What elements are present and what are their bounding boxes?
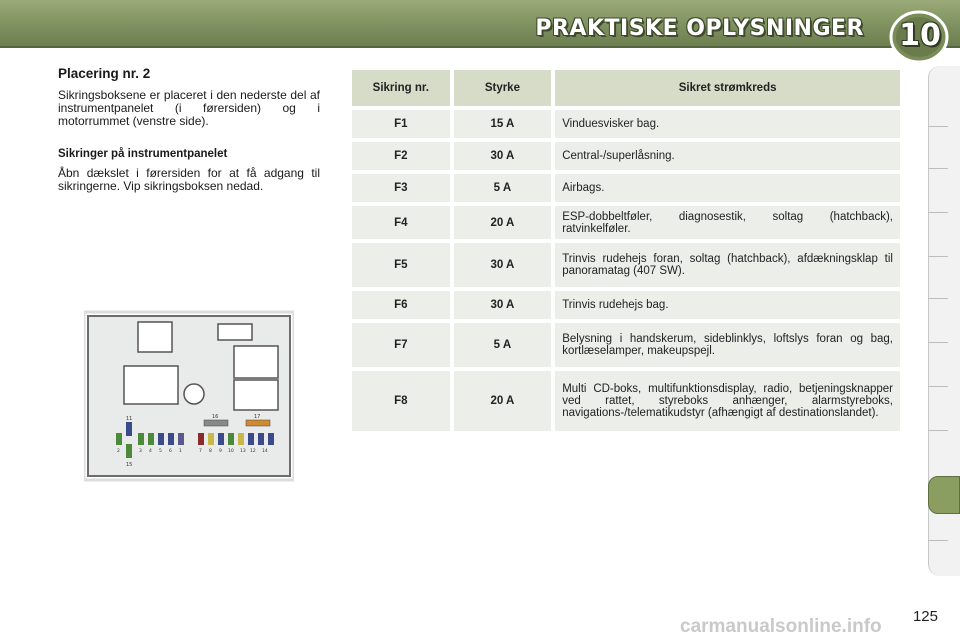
fuse-number: F2 [352,142,450,170]
tab-divider [928,212,948,213]
chapter-tab-active[interactable] [928,476,960,514]
column-header-fuse: Sikring nr. [352,70,450,106]
svg-text:1: 1 [179,449,182,454]
fuse-number: F3 [352,174,450,202]
svg-text:14: 14 [262,449,268,454]
fuse-circuit: Airbags. [555,174,900,202]
tab-divider [928,298,948,299]
table-row [352,110,900,138]
fuse-rating: 5 A [454,174,552,202]
fuse-rating: 5 A [454,323,552,367]
svg-text:3: 3 [139,449,142,454]
fuse-rating: 20 A [454,206,552,239]
table-row [352,243,900,287]
fuse-table [348,66,904,435]
svg-text:13: 13 [240,449,246,454]
svg-text:4: 4 [149,449,152,454]
watermark: carmanualsonline.info [680,616,882,637]
fuse-rating: 20 A [454,371,552,431]
fuse-circuit: Vinduesvisker bag. [555,110,900,138]
fuse-rating: 30 A [454,243,552,287]
fuse-circuit: Belysning i handskerum, sideblinklys, loftslys foran og bag, kortlæselamper, makeupspejl. [555,323,900,367]
column-header-circuit: Sikret strømkreds [555,70,900,106]
left-column [58,66,320,213]
fuse-number: F8 [352,371,450,431]
tab-divider [928,342,948,343]
svg-text:7: 7 [199,449,202,454]
table-row [352,206,900,239]
svg-text:5: 5 [159,449,162,454]
chapter-number: 10 [899,18,941,53]
section-heading: Placering nr. 2 [58,66,151,81]
fuse-number: F5 [352,243,450,287]
svg-text:2: 2 [117,449,120,454]
section-title: PRAKTISKE OPLYSNINGER [535,16,864,41]
table-header-row [352,70,900,106]
fuse-rating: 30 A [454,142,552,170]
svg-text:10: 10 [228,449,234,454]
fuse-number: F1 [352,110,450,138]
svg-text:12: 12 [250,449,256,454]
column-header-rating: Styrke [454,70,552,106]
tab-divider [928,126,948,127]
fusebox-illustration [84,300,294,482]
tab-divider [928,168,948,169]
table-row [352,142,900,170]
fuse-rating: 30 A [454,291,552,319]
fuse-circuit: ESP-dobbeltføler, diagnosestik, soltag (hatchback), ratvinkelføler. [555,206,900,239]
svg-text:17: 17 [254,414,261,420]
fuse-circuit: Multi CD-boks, multifunktionsdisplay, radio, betjeningsknapper ved rattet, styreboks anhænger, alarmstyreboks, navigations-/telematikudstyr (afhængigt af destinationslandet). [555,371,900,431]
tab-divider [928,386,948,387]
svg-text:15: 15 [126,462,133,468]
tab-divider [928,540,948,541]
fuse-number: F4 [352,206,450,239]
svg-text:6: 6 [169,449,172,454]
fuse-circuit: Trinvis rudehejs bag. [555,291,900,319]
table-row [352,371,900,431]
subheading: Sikringer på instrumentpanelet [58,148,228,160]
svg-text:8: 8 [209,449,212,454]
table-row [352,323,900,367]
page-number: 125 [912,608,938,625]
tab-divider [928,256,948,257]
svg-text:16: 16 [212,414,219,420]
tab-divider [928,430,948,431]
instruction-paragraph: Åbn dækslet i førersiden for at få adgang til sikringerne. Vip sikringsboksen nedad. [58,166,320,193]
svg-text:11: 11 [126,416,133,422]
fuse-number: F7 [352,323,450,367]
fuse-number: F6 [352,291,450,319]
svg-text:9: 9 [219,449,222,454]
fuse-rating: 15 A [454,110,552,138]
fuse-circuit: Central-/superlåsning. [555,142,900,170]
fuse-circuit: Trinvis rudehejs foran, soltag (hatchback), afdækningsklap til panoramatag (407 SW). [555,243,900,287]
intro-paragraph: Sikringsboksene er placeret i den nederste del af instrumentpanelet (i førersiden) og i motorrummet (venstre side). [58,88,320,128]
table-row [352,291,900,319]
table-row [352,174,900,202]
